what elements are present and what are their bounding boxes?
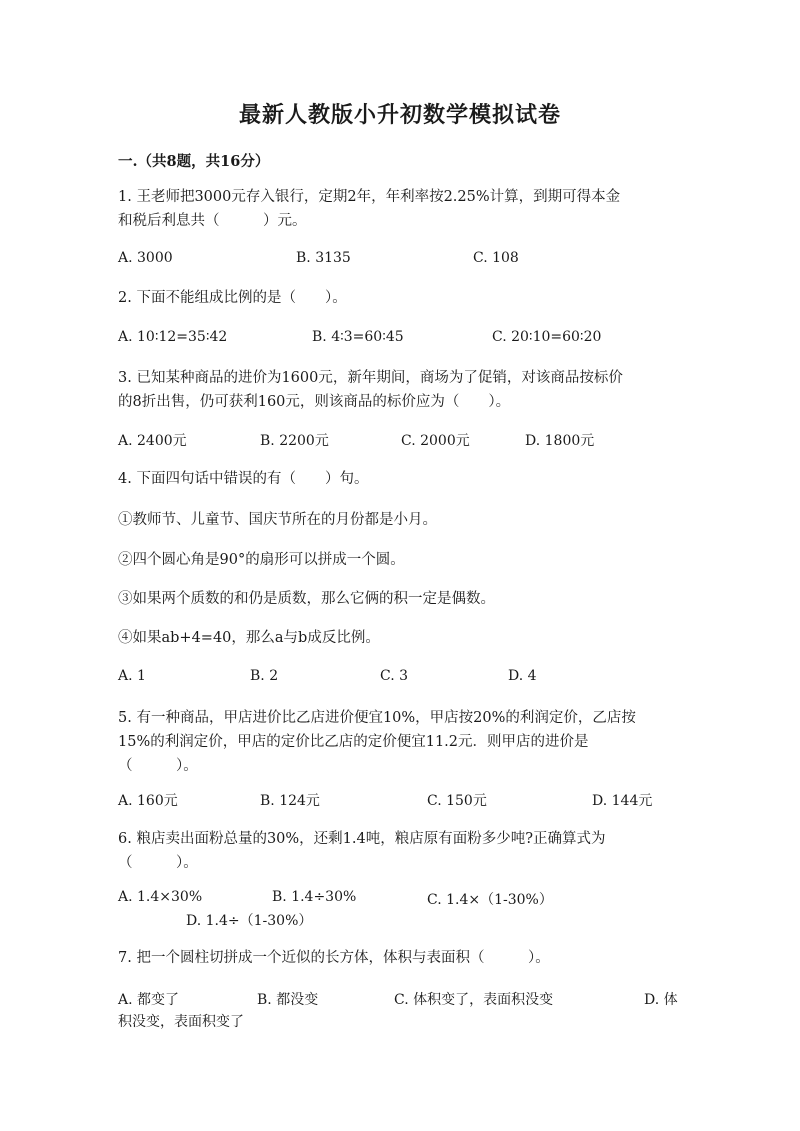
statement-3: ③如果两个质数的和仍是质数，那么它俩的积一定是偶数。 (118, 591, 495, 607)
question-stem-line: 和税后利息共（ ）元。 (118, 213, 307, 229)
question-5 (118, 706, 678, 778)
question-2 (118, 286, 678, 310)
option-d: D. 1.4÷（1-30%） (186, 913, 313, 929)
question-stem-line: 的8折出售，仍可获利160元，则该商品的标价应为（ ）。 (118, 394, 511, 410)
statement-2: ②四个圆心角是90°的扇形可以拼成一个圆。 (118, 552, 405, 568)
option-a: A. 1 (118, 668, 146, 684)
option-c: C. 1.4×（1-30%） (427, 892, 553, 908)
option-d: D. 4 (508, 668, 537, 684)
question-stem-line: 15%的利润定价，甲店的定价比乙店的定价便宜11.2元．则甲店的进价是 (118, 734, 589, 750)
option-a: A. 3000 (118, 250, 173, 266)
question-4 (118, 467, 678, 491)
option-a: A. 都变了 (118, 992, 180, 1008)
option-a: A. 160元 (118, 793, 178, 809)
option-c: C. 体积变了，表面积没变 (394, 992, 554, 1008)
option-c: C. 3 (380, 668, 409, 684)
option-c: C. 108 (473, 250, 519, 266)
option-d-continued: 积没变，表面积变了 (118, 1014, 244, 1030)
option-b: B. 2200元 (260, 433, 329, 449)
option-b: B. 都没变 (257, 992, 319, 1008)
question-stem-line: （ ）。 (118, 855, 198, 871)
question-stem-line: 1. 王老师把3000元存入银行，定期2年，年利率按2.25%计算，到期可得本金 (118, 189, 621, 205)
option-a: A. 1.4×30% (118, 889, 203, 905)
option-b: B. 124元 (260, 793, 320, 809)
option-c: C. 2000元 (401, 433, 470, 449)
option-d: D. 1800元 (525, 433, 595, 449)
section-heading: 一.（共8题，共16分） (118, 153, 270, 170)
option-c: C. 20∶10=60∶20 (492, 329, 602, 345)
option-a: A. 2400元 (118, 433, 187, 449)
question-stem-line: 4. 下面四句话中错误的有（ ）句。 (118, 471, 369, 487)
question-stem-line: 7. 把一个圆柱切拼成一个近似的长方体，体积与表面积（ ）。 (118, 950, 550, 966)
option-b: B. 3135 (296, 250, 351, 266)
option-b: B. 1.4÷30% (272, 889, 357, 905)
option-b: B. 2 (250, 668, 279, 684)
question-3 (118, 366, 678, 414)
question-7 (118, 946, 678, 970)
page-title: 最新人教版小升初数学模拟试卷 (238, 102, 561, 128)
question-stem-line: 5. 有一种商品，甲店进价比乙店进价便宜10%，甲店按20%的利润定价，乙店按 (118, 710, 636, 726)
question-1 (118, 185, 678, 233)
option-d-start: D. 体 (644, 992, 678, 1008)
question-stem-line: 3. 已知某种商品的进价为1600元，新年期间，商场为了促销，对该商品按标价 (118, 370, 623, 386)
statement-1: ①教师节、儿童节、国庆节所在的月份都是小月。 (118, 512, 437, 528)
option-c: C. 150元 (427, 793, 487, 809)
statement-4: ④如果ab+4=40，那么a与b成反比例。 (118, 630, 380, 646)
option-d: D. 144元 (592, 793, 653, 809)
question-stem-line: 6. 粮店卖出面粉总量的30%，还剩1.4吨，粮店原有面粉多少吨?正确算式为 (118, 831, 606, 847)
question-stem-line: （ ）。 (118, 758, 198, 774)
option-b: B. 4∶3=60∶45 (312, 329, 404, 345)
option-a: A. 10∶12=35∶42 (118, 329, 228, 345)
question-stem-line: 2. 下面不能组成比例的是（ ）。 (118, 290, 347, 306)
question-6 (118, 827, 678, 875)
